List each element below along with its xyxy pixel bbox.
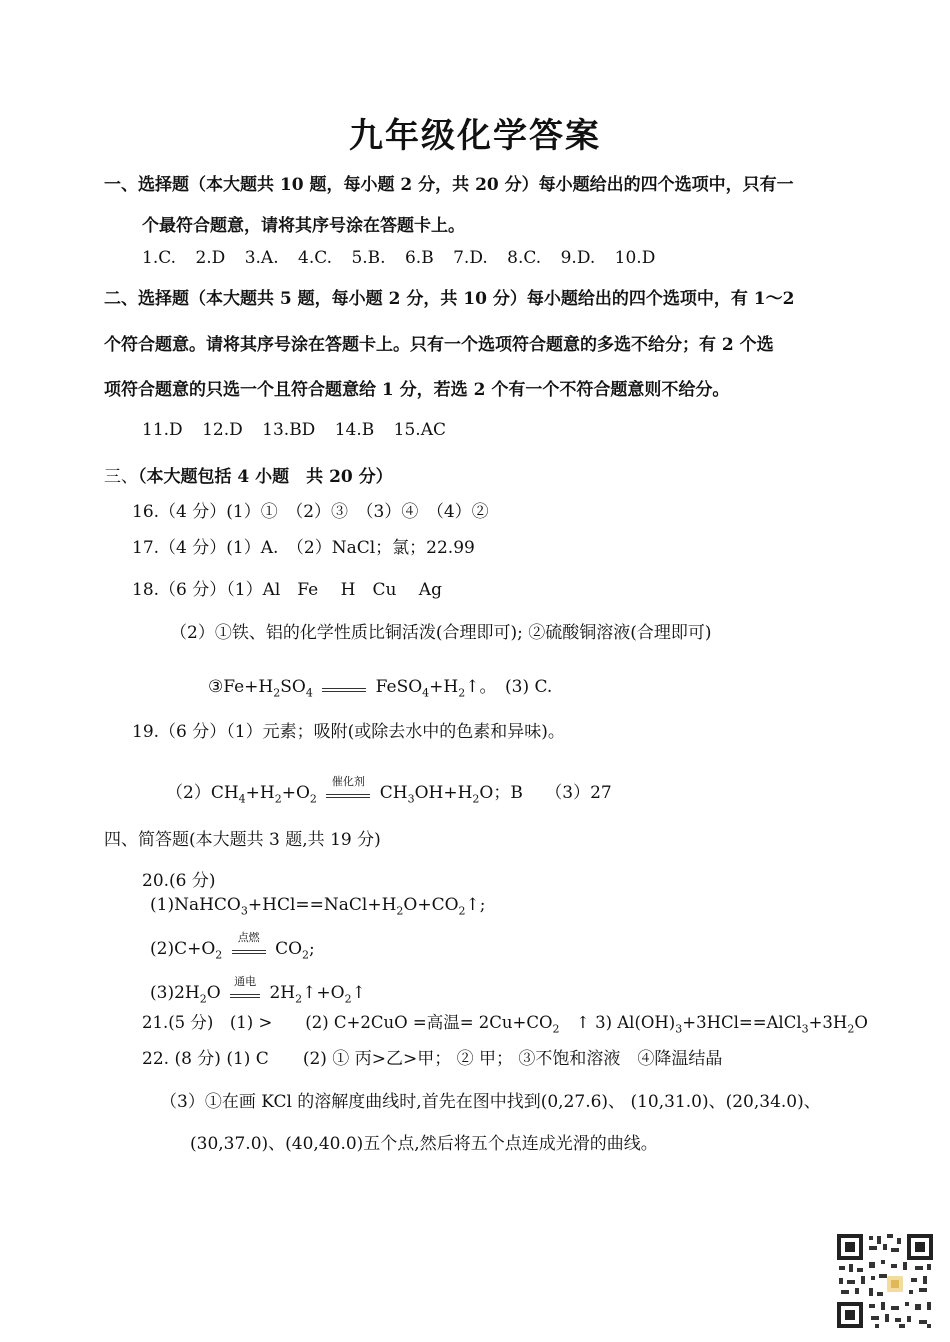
sub-2: 2 [274,792,282,806]
question-19-line-1: 19.（6 分）（1）元素；吸附(或除去水中的色素和异味)。 [132,722,565,742]
question-18-line-3 [208,672,552,699]
section-3-heading [104,462,393,487]
answer-5: 5.B. [351,248,386,268]
q21-part-b: ↑ 3) Al(OH) [559,1013,676,1032]
section-3-title: （本大题包括 4 小题 共 20 分） [138,467,393,487]
sub-3: 3 [240,904,248,918]
q21-part-c: +3HCl==AlCl [682,1013,802,1032]
catalyst-label: 催化剂 [331,774,365,788]
eq18-part-b: SO [280,677,306,697]
question-20-part-1 [150,895,486,917]
section-2-heading-line-2: 个符合题意。请将其序号涂在答题卡上。只有一个选项符合题意的多选不给分；有 2 个选 [104,335,774,355]
sub-2: 2 [295,992,303,1006]
sub-2: 2 [309,792,317,806]
question-20: 20.(6 分) [142,871,216,891]
eq19-part-c: +O [281,783,310,803]
eq18-part-e: ↑。 (3) C. [465,677,553,697]
q21-part-a: 21.(5 分) (1) > (2) C+2CuO =高温= 2Cu+CO [142,1013,553,1032]
eq20-3a: (3)2H [150,983,200,1003]
equals-sign [322,681,366,695]
eq19-part-a: （2）CH [166,783,239,803]
eq20-1c: O+CO [403,895,459,915]
answer-10: 10.D [614,248,656,268]
electrolysis-condition [230,974,260,1001]
section-1-heading-line-1: 一、选择题（本大题共 10 题，每小题 2 分，共 20 分）每小题给出的四个选项中，只有一 [104,175,794,195]
eq20-1b: +HCl==NaCl+H [247,895,397,915]
sub-2: 2 [847,1022,855,1036]
eq19-part-f: O；B （3）27 [479,783,612,803]
eq20-1a: (1)NaHCO [150,895,241,915]
section-1-answers [142,248,669,268]
sub-4: 4 [305,686,313,700]
answer-2: 2.D [195,248,226,268]
answer-1: 1.C. [142,248,177,268]
eq20-2a: (2)C+O [150,939,216,959]
eq20-3d: ↑+O [302,983,345,1003]
answer-4: 4.C. [298,248,333,268]
question-18-line-1: 18.（6 分）（1）Al Fe H Cu Ag [132,580,442,600]
sub-2: 2 [302,948,310,962]
sub-2: 2 [472,792,480,806]
sub-2: 2 [552,1022,560,1036]
question-21 [142,1009,868,1035]
sub-2: 2 [215,948,223,962]
eq20-1d: ↑; [465,895,486,915]
eq18-part-c: FeSO [375,677,423,697]
sub-2: 2 [396,904,404,918]
eq20-2c: ; [309,939,315,959]
electrolysis-label: 通电 [234,974,257,988]
q21-part-d: +3H [808,1013,848,1032]
sub-3: 3 [801,1022,809,1036]
answer-11: 11.D [142,420,183,440]
question-20-part-3 [150,974,366,1006]
eq20-2b: CO [275,939,303,959]
question-19-line-2 [166,774,612,806]
sub-2: 2 [344,992,352,1006]
eq18-part-a: ③Fe+H [208,677,274,697]
qr-code-icon [835,1232,935,1330]
sub-3: 3 [675,1022,683,1036]
section-2-answers [142,420,460,440]
answer-7: 7.D. [453,248,488,268]
section-2-heading-line-3: 项符合题意的只选一个且符合题意给 1 分，若选 2 个有一个不符合题意则不给分。 [104,380,730,400]
question-22-part-3-line-2: (30,37.0)、(40,40.0)五个点,然后将五个点连成光滑的曲线。 [190,1134,658,1154]
eq19-part-e: OH+H [414,783,473,803]
question-20-part-2 [150,930,315,962]
section-4-heading: 四、简答题(本大题共 3 题,共 19 分) [104,830,381,850]
section-1-heading-line-2: 个最符合题意，请将其序号涂在答题卡上。 [142,216,465,236]
answer-6: 6.B [404,248,434,268]
ignition-label: 点燃 [237,930,260,944]
answer-8: 8.C. [507,248,542,268]
eq18-part-d: +H [429,677,459,697]
sub-2: 2 [458,904,466,918]
ignition-condition [232,930,266,957]
eq19-part-b: +H [245,783,275,803]
question-22-part-3-line-1: （3）①在画 KCl 的溶解度曲线时,首先在图中找到(0,27.6)、 (10,31.0)、(20,34.0)、 [160,1092,821,1112]
question-16: 16.（4 分）(1）① （2）③ （3）④ （4）② [132,502,489,522]
answer-14: 14.B [334,420,375,440]
q21-part-e: O [854,1013,868,1032]
page-title: 九年级化学答案 [349,116,601,156]
question-18-line-2: （2）①铁、铝的化学性质比铜活泼(合理即可); ②硫酸铜溶液(合理即可) [170,623,712,643]
catalyst-condition [326,774,370,801]
section-2-heading-line-1: 二、选择题（本大题共 5 题，每小题 2 分，共 10 分）每小题给出的四个选项中，有 1～2 [104,289,795,309]
sub-2: 2 [458,686,466,700]
eq20-3b: O [206,983,221,1003]
question-17: 17.（4 分）(1）A. （2）NaCl；氯；22.99 [132,538,475,558]
sub-2: 2 [273,686,281,700]
eq20-3c: 2H [269,983,296,1003]
eq20-3e: ↑ [351,983,366,1003]
section-3-prefix: 三、 [104,467,138,487]
sub-4: 4 [238,792,246,806]
answer-13: 13.BD [262,420,316,440]
question-22: 22. (8 分) (1) C (2) ① 丙>乙>甲； ② 甲； ③不饱和溶液 ④降温结晶 [142,1049,723,1069]
answer-12: 12.D [202,420,243,440]
sub-2: 2 [199,992,207,1006]
eq19-part-d: CH [379,783,408,803]
sub-4: 4 [422,686,430,700]
answer-9: 9.D. [560,248,596,268]
answer-15: 15.AC [393,420,446,440]
sub-3: 3 [407,792,415,806]
answer-3: 3.A. [244,248,279,268]
